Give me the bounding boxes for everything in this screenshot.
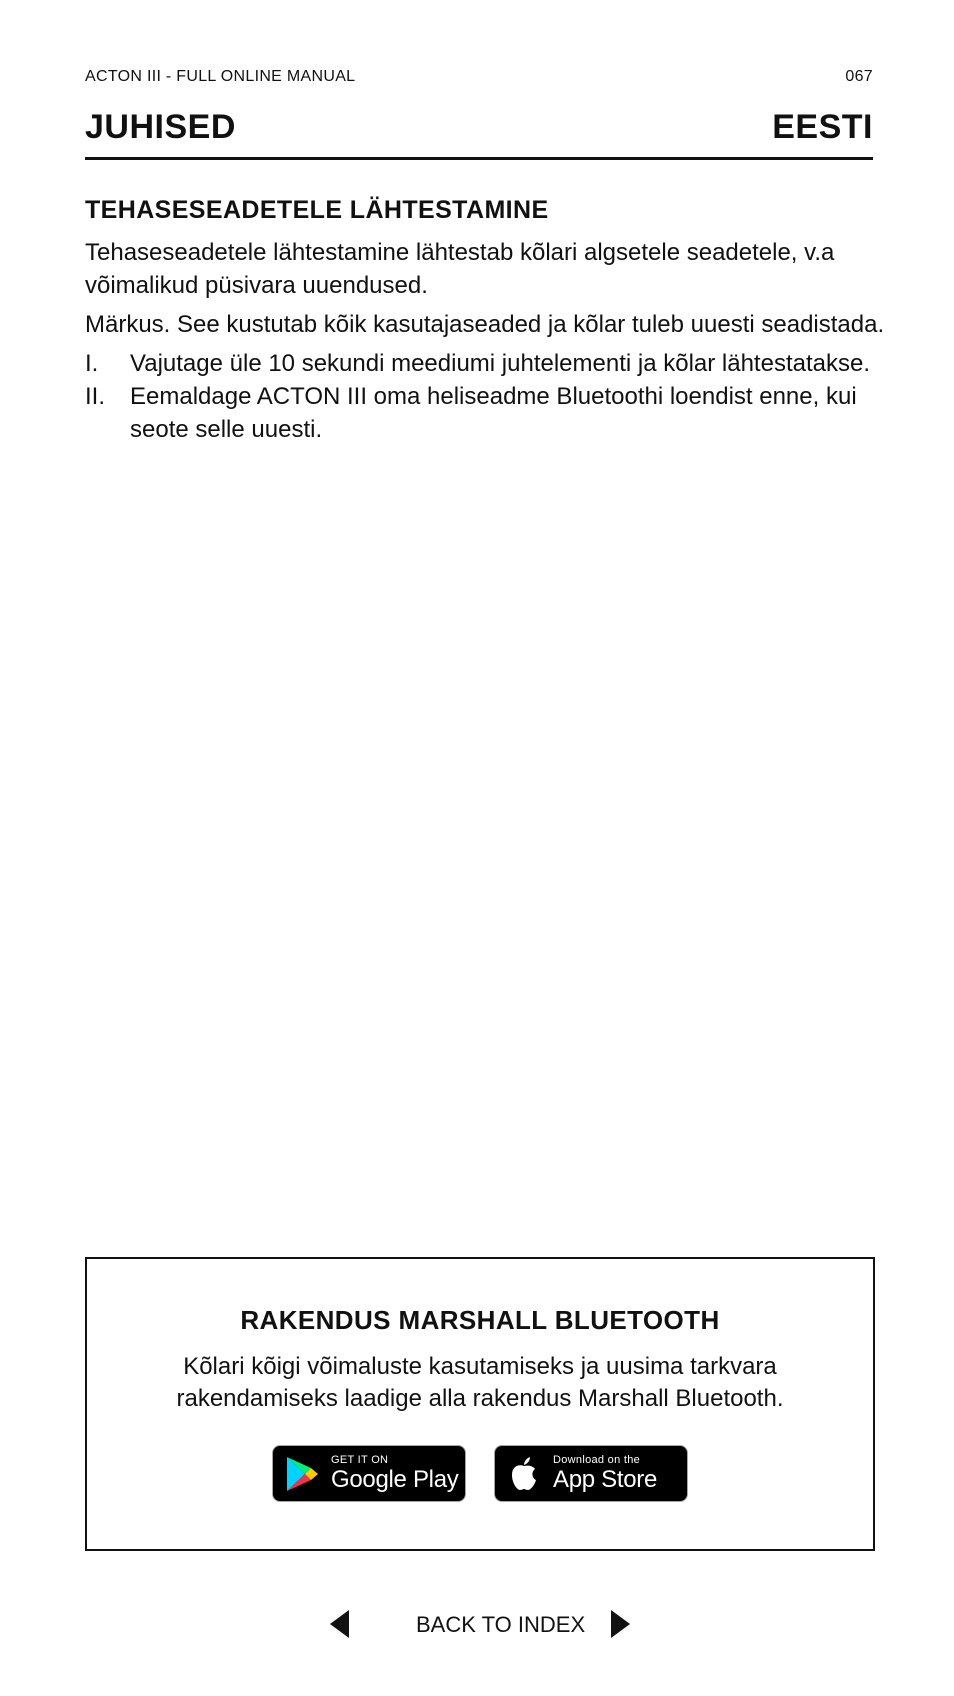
arrow-left-icon[interactable]: [330, 1610, 349, 1638]
back-to-index-link[interactable]: BACK TO INDEX: [416, 1612, 586, 1637]
step-number: II.: [85, 383, 106, 410]
app-store-small-text: Download on the: [553, 1454, 641, 1466]
header-divider: [85, 157, 873, 160]
language-label: EESTI: [772, 108, 873, 146]
google-play-icon: [273, 1445, 331, 1502]
step-number: I.: [85, 350, 99, 377]
app-promo-box: [85, 1257, 875, 1551]
step-text: Eemaldage ACTON III oma heliseadme Bluetoothi loendist enne, kui seote selle uuesti.: [130, 383, 857, 443]
google-play-big-text: Google Play: [331, 1466, 459, 1493]
app-store-big-text: App Store: [553, 1466, 658, 1493]
page-number: 067: [845, 68, 873, 85]
steps-list: [85, 347, 885, 446]
store-badges: [87, 1445, 873, 1502]
google-play-badge[interactable]: [272, 1445, 466, 1502]
section-title-row: [85, 108, 873, 147]
app-store-badge[interactable]: [494, 1445, 688, 1502]
app-promo-text: Kõlari kõigi võimaluste kasutamiseks ja uusima tarkvara rakendamiseks laadige alla rakendus Marshall Bluetooth.: [176, 1353, 784, 1412]
page-header: [85, 68, 873, 86]
content-title: TEHASESEADETELE LÄHTESTAMINE: [85, 196, 549, 224]
apple-icon: [495, 1445, 553, 1502]
step-text: Vajutage üle 10 sekundi meediumi juhtelementi ja kõlar lähtestatakse.: [130, 350, 870, 377]
page-navigation: [0, 1610, 954, 1640]
intro-paragraph: Tehaseseadetele lähtestamine lähtestab kõlari algsetele seadetele, v.a võimalikud püsivara uuendused.: [85, 239, 835, 299]
app-promo-title: RAKENDUS MARSHALL BLUETOOTH: [240, 1305, 720, 1335]
list-item: [85, 380, 885, 446]
list-item: [85, 347, 885, 380]
manual-title: ACTON III - FULL ONLINE MANUAL: [85, 68, 356, 85]
arrow-right-icon[interactable]: [611, 1610, 630, 1638]
google-play-small-text: GET IT ON: [331, 1454, 389, 1466]
note-paragraph: Märkus. See kustutab kõik kasutajaseaded ja kõlar tuleb uuesti seadistada.: [85, 311, 885, 338]
section-name: JUHISED: [85, 108, 236, 146]
